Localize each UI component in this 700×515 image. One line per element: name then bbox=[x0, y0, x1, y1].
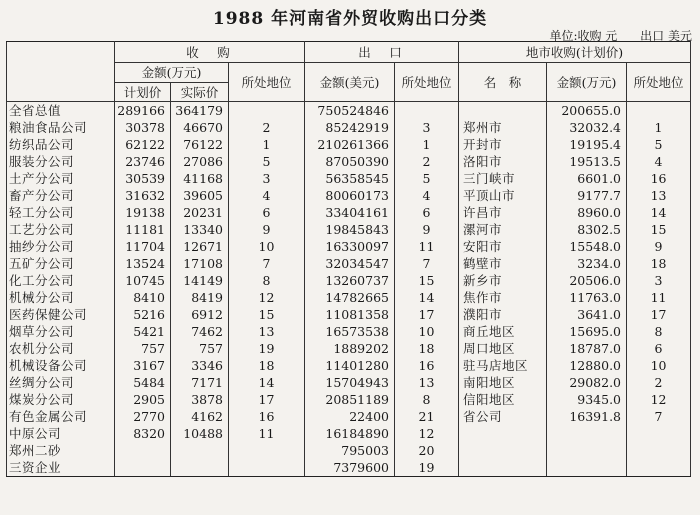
city-name bbox=[459, 102, 547, 120]
company-name: 化工分公司 bbox=[7, 272, 115, 289]
header-purchase-rank: 所处地位 bbox=[229, 63, 305, 102]
export-rank-value: 10 bbox=[395, 323, 459, 340]
company-name: 全省总值 bbox=[7, 102, 115, 120]
company-name: 五矿分公司 bbox=[7, 255, 115, 272]
actual-price-value: 13340 bbox=[171, 221, 229, 238]
actual-price-value: 17108 bbox=[171, 255, 229, 272]
export-rank-value: 4 bbox=[395, 187, 459, 204]
purchase-rank-value: 12 bbox=[229, 289, 305, 306]
purchase-rank-value: 8 bbox=[229, 272, 305, 289]
header-local-rank: 所处地位 bbox=[627, 63, 691, 102]
export-usd-value: 7379600 bbox=[305, 459, 395, 477]
city-amount-value: 32032.4 bbox=[547, 119, 627, 136]
table-row bbox=[7, 323, 691, 340]
export-rank-value: 8 bbox=[395, 391, 459, 408]
purchase-rank-value: 4 bbox=[229, 187, 305, 204]
export-usd-value: 210261366 bbox=[305, 136, 395, 153]
city-rank-value: 11 bbox=[627, 289, 691, 306]
export-usd-value: 20851189 bbox=[305, 391, 395, 408]
company-name: 轻工分公司 bbox=[7, 204, 115, 221]
plan-price-value: 62122 bbox=[115, 136, 171, 153]
city-name: 焦作市 bbox=[459, 289, 547, 306]
plan-price-value: 2770 bbox=[115, 408, 171, 425]
actual-price-value: 27086 bbox=[171, 153, 229, 170]
city-name: 周口地区 bbox=[459, 340, 547, 357]
city-amount-value: 11763.0 bbox=[547, 289, 627, 306]
city-rank-value bbox=[627, 102, 691, 120]
export-rank-value: 12 bbox=[395, 425, 459, 442]
table-row bbox=[7, 136, 691, 153]
city-rank-value: 4 bbox=[627, 153, 691, 170]
purchase-rank-value: 13 bbox=[229, 323, 305, 340]
city-amount-value: 200655.0 bbox=[547, 102, 627, 120]
actual-price-value bbox=[171, 442, 229, 459]
trade-table bbox=[6, 41, 691, 477]
purchase-rank-value: 3 bbox=[229, 170, 305, 187]
export-rank-value: 13 bbox=[395, 374, 459, 391]
company-name: 机械分公司 bbox=[7, 289, 115, 306]
export-rank-value: 11 bbox=[395, 238, 459, 255]
purchase-rank-value: 18 bbox=[229, 357, 305, 374]
export-rank-value: 6 bbox=[395, 204, 459, 221]
company-name: 机械设备公司 bbox=[7, 357, 115, 374]
purchase-rank-value: 5 bbox=[229, 153, 305, 170]
export-usd-value: 16330097 bbox=[305, 238, 395, 255]
header-export: 出 口 bbox=[305, 42, 459, 63]
export-usd-value: 750524846 bbox=[305, 102, 395, 120]
company-name: 煤炭分公司 bbox=[7, 391, 115, 408]
export-usd-value: 32034547 bbox=[305, 255, 395, 272]
export-usd-value: 22400 bbox=[305, 408, 395, 425]
table-row bbox=[7, 306, 691, 323]
city-amount-value: 6601.0 bbox=[547, 170, 627, 187]
table-title: 1988 年河南省外贸收购出口分类 bbox=[212, 9, 488, 29]
city-name: 三门峡市 bbox=[459, 170, 547, 187]
purchase-rank-value: 10 bbox=[229, 238, 305, 255]
actual-price-value: 4162 bbox=[171, 408, 229, 425]
city-rank-value bbox=[627, 442, 691, 459]
table-row bbox=[7, 459, 691, 477]
export-rank-value: 17 bbox=[395, 306, 459, 323]
city-amount-value: 29082.0 bbox=[547, 374, 627, 391]
city-name: 南阳地区 bbox=[459, 374, 547, 391]
city-amount-value: 19195.4 bbox=[547, 136, 627, 153]
table-row bbox=[7, 119, 691, 136]
export-rank-value: 20 bbox=[395, 442, 459, 459]
actual-price-value: 7462 bbox=[171, 323, 229, 340]
city-rank-value: 1 bbox=[627, 119, 691, 136]
export-rank-value: 5 bbox=[395, 170, 459, 187]
city-amount-value: 9177.7 bbox=[547, 187, 627, 204]
plan-price-value: 289166 bbox=[115, 102, 171, 120]
purchase-rank-value: 6 bbox=[229, 204, 305, 221]
purchase-rank-value: 17 bbox=[229, 391, 305, 408]
export-usd-value: 85242919 bbox=[305, 119, 395, 136]
city-name: 平顶山市 bbox=[459, 187, 547, 204]
export-usd-value: 1889202 bbox=[305, 340, 395, 357]
company-name: 中原公司 bbox=[7, 425, 115, 442]
export-rank-value: 2 bbox=[395, 153, 459, 170]
city-amount-value: 8960.0 bbox=[547, 204, 627, 221]
table-row bbox=[7, 357, 691, 374]
export-rank-value: 16 bbox=[395, 357, 459, 374]
export-usd-value: 80060173 bbox=[305, 187, 395, 204]
city-name: 濮阳市 bbox=[459, 306, 547, 323]
purchase-rank-value: 14 bbox=[229, 374, 305, 391]
actual-price-value: 7171 bbox=[171, 374, 229, 391]
table-row bbox=[7, 221, 691, 238]
plan-price-value: 2905 bbox=[115, 391, 171, 408]
purchase-rank-value: 16 bbox=[229, 408, 305, 425]
city-rank-value: 3 bbox=[627, 272, 691, 289]
purchase-rank-value: 19 bbox=[229, 340, 305, 357]
city-amount-value: 3641.0 bbox=[547, 306, 627, 323]
city-name: 新乡市 bbox=[459, 272, 547, 289]
export-usd-value: 16184890 bbox=[305, 425, 395, 442]
table-body bbox=[7, 102, 691, 477]
company-name: 农机分公司 bbox=[7, 340, 115, 357]
actual-price-value: 12671 bbox=[171, 238, 229, 255]
company-name: 三资企业 bbox=[7, 459, 115, 477]
header-local: 地市收购(计划价) bbox=[459, 42, 691, 63]
actual-price-value: 757 bbox=[171, 340, 229, 357]
export-rank-value: 9 bbox=[395, 221, 459, 238]
table-row bbox=[7, 204, 691, 221]
table-row bbox=[7, 442, 691, 459]
city-name: 漯河市 bbox=[459, 221, 547, 238]
city-name: 开封市 bbox=[459, 136, 547, 153]
plan-price-value: 11704 bbox=[115, 238, 171, 255]
export-usd-value: 19845843 bbox=[305, 221, 395, 238]
plan-price-value: 3167 bbox=[115, 357, 171, 374]
actual-price-value: 8419 bbox=[171, 289, 229, 306]
export-usd-value: 16573538 bbox=[305, 323, 395, 340]
city-amount-value: 18787.0 bbox=[547, 340, 627, 357]
purchase-rank-value bbox=[229, 442, 305, 459]
city-amount-value: 8302.5 bbox=[547, 221, 627, 238]
header-name: 名 称 bbox=[459, 63, 547, 102]
purchase-rank-value: 7 bbox=[229, 255, 305, 272]
company-name: 粮油食品公司 bbox=[7, 119, 115, 136]
city-rank-value bbox=[627, 425, 691, 442]
export-rank-value: 15 bbox=[395, 272, 459, 289]
export-usd-value: 87050390 bbox=[305, 153, 395, 170]
company-name: 丝绸分公司 bbox=[7, 374, 115, 391]
city-name: 洛阳市 bbox=[459, 153, 547, 170]
city-amount-value: 15695.0 bbox=[547, 323, 627, 340]
city-amount-value: 3234.0 bbox=[547, 255, 627, 272]
plan-price-value: 5484 bbox=[115, 374, 171, 391]
actual-price-value: 10488 bbox=[171, 425, 229, 442]
city-rank-value: 17 bbox=[627, 306, 691, 323]
table-row bbox=[7, 391, 691, 408]
actual-price-value: 20231 bbox=[171, 204, 229, 221]
plan-price-value: 23746 bbox=[115, 153, 171, 170]
plan-price-value bbox=[115, 442, 171, 459]
actual-price-value: 364179 bbox=[171, 102, 229, 120]
city-name: 驻马店地区 bbox=[459, 357, 547, 374]
city-rank-value: 2 bbox=[627, 374, 691, 391]
actual-price-value: 3346 bbox=[171, 357, 229, 374]
table-row bbox=[7, 425, 691, 442]
company-name: 畜产分公司 bbox=[7, 187, 115, 204]
city-name bbox=[459, 442, 547, 459]
header-local-amount: 金额(万元) bbox=[547, 63, 627, 102]
export-usd-value: 56358545 bbox=[305, 170, 395, 187]
header-export-rank: 所处地位 bbox=[395, 63, 459, 102]
header-plan-price: 计划价 bbox=[115, 83, 171, 102]
purchase-rank-value: 2 bbox=[229, 119, 305, 136]
city-rank-value: 15 bbox=[627, 221, 691, 238]
export-rank-value: 7 bbox=[395, 255, 459, 272]
actual-price-value: 3878 bbox=[171, 391, 229, 408]
table-row bbox=[7, 374, 691, 391]
city-rank-value: 9 bbox=[627, 238, 691, 255]
plan-price-value: 5216 bbox=[115, 306, 171, 323]
plan-price-value: 30378 bbox=[115, 119, 171, 136]
actual-price-value: 46670 bbox=[171, 119, 229, 136]
company-name: 工艺分公司 bbox=[7, 221, 115, 238]
city-rank-value: 6 bbox=[627, 340, 691, 357]
export-usd-value: 14782665 bbox=[305, 289, 395, 306]
table-row bbox=[7, 340, 691, 357]
header-blank bbox=[7, 42, 115, 102]
city-name bbox=[459, 459, 547, 477]
export-rank-value: 18 bbox=[395, 340, 459, 357]
actual-price-value bbox=[171, 459, 229, 477]
city-rank-value: 16 bbox=[627, 170, 691, 187]
city-name: 信阳地区 bbox=[459, 391, 547, 408]
purchase-rank-value: 9 bbox=[229, 221, 305, 238]
company-name: 抽纱分公司 bbox=[7, 238, 115, 255]
export-rank-value bbox=[395, 102, 459, 120]
plan-price-value bbox=[115, 459, 171, 477]
table-row bbox=[7, 255, 691, 272]
purchase-rank-value: 15 bbox=[229, 306, 305, 323]
plan-price-value: 30539 bbox=[115, 170, 171, 187]
city-name bbox=[459, 425, 547, 442]
company-name: 郑州二砂 bbox=[7, 442, 115, 459]
city-rank-value: 12 bbox=[627, 391, 691, 408]
city-amount-value bbox=[547, 459, 627, 477]
city-amount-value: 19513.5 bbox=[547, 153, 627, 170]
header-amount-wan: 金额(万元) bbox=[115, 63, 229, 83]
actual-price-value: 14149 bbox=[171, 272, 229, 289]
export-rank-value: 14 bbox=[395, 289, 459, 306]
city-amount-value bbox=[547, 442, 627, 459]
table-row bbox=[7, 170, 691, 187]
export-usd-value: 11081358 bbox=[305, 306, 395, 323]
company-name: 土产分公司 bbox=[7, 170, 115, 187]
plan-price-value: 8410 bbox=[115, 289, 171, 306]
plan-price-value: 19138 bbox=[115, 204, 171, 221]
export-rank-value: 3 bbox=[395, 119, 459, 136]
company-name: 服装分公司 bbox=[7, 153, 115, 170]
plan-price-value: 10745 bbox=[115, 272, 171, 289]
purchase-rank-value bbox=[229, 102, 305, 120]
export-rank-value: 19 bbox=[395, 459, 459, 477]
header-actual-price: 实际价 bbox=[171, 83, 229, 102]
export-rank-value: 21 bbox=[395, 408, 459, 425]
city-rank-value bbox=[627, 459, 691, 477]
city-name: 省公司 bbox=[459, 408, 547, 425]
actual-price-value: 39605 bbox=[171, 187, 229, 204]
export-usd-value: 11401280 bbox=[305, 357, 395, 374]
table-row bbox=[7, 102, 691, 120]
export-usd-value: 33404161 bbox=[305, 204, 395, 221]
plan-price-value: 13524 bbox=[115, 255, 171, 272]
city-name: 商丘地区 bbox=[459, 323, 547, 340]
city-rank-value: 14 bbox=[627, 204, 691, 221]
table-row bbox=[7, 408, 691, 425]
table-row bbox=[7, 187, 691, 204]
export-usd-value: 13260737 bbox=[305, 272, 395, 289]
plan-price-value: 31632 bbox=[115, 187, 171, 204]
plan-price-value: 11181 bbox=[115, 221, 171, 238]
city-rank-value: 8 bbox=[627, 323, 691, 340]
table-row bbox=[7, 153, 691, 170]
city-name: 鹤壁市 bbox=[459, 255, 547, 272]
export-rank-value: 1 bbox=[395, 136, 459, 153]
company-name: 烟草分公司 bbox=[7, 323, 115, 340]
city-amount-value: 20506.0 bbox=[547, 272, 627, 289]
unit-note: 单位:收购 元 出口 美元 bbox=[549, 29, 692, 43]
plan-price-value: 757 bbox=[115, 340, 171, 357]
city-amount-value: 16391.8 bbox=[547, 408, 627, 425]
city-rank-value: 13 bbox=[627, 187, 691, 204]
table-row bbox=[7, 238, 691, 255]
company-name: 医药保健公司 bbox=[7, 306, 115, 323]
city-amount-value: 9345.0 bbox=[547, 391, 627, 408]
plan-price-value: 5421 bbox=[115, 323, 171, 340]
city-amount-value bbox=[547, 425, 627, 442]
city-rank-value: 5 bbox=[627, 136, 691, 153]
city-name: 许昌市 bbox=[459, 204, 547, 221]
plan-price-value: 8320 bbox=[115, 425, 171, 442]
table-row bbox=[7, 289, 691, 306]
city-name: 郑州市 bbox=[459, 119, 547, 136]
city-rank-value: 10 bbox=[627, 357, 691, 374]
purchase-rank-value: 11 bbox=[229, 425, 305, 442]
company-name: 纺织品公司 bbox=[7, 136, 115, 153]
purchase-rank-value bbox=[229, 459, 305, 477]
actual-price-value: 6912 bbox=[171, 306, 229, 323]
actual-price-value: 76122 bbox=[171, 136, 229, 153]
export-usd-value: 795003 bbox=[305, 442, 395, 459]
city-amount-value: 12880.0 bbox=[547, 357, 627, 374]
city-rank-value: 18 bbox=[627, 255, 691, 272]
export-usd-value: 15704943 bbox=[305, 374, 395, 391]
city-name: 安阳市 bbox=[459, 238, 547, 255]
header-purchase: 收 购 bbox=[115, 42, 305, 63]
actual-price-value: 41168 bbox=[171, 170, 229, 187]
city-rank-value: 7 bbox=[627, 408, 691, 425]
city-amount-value: 15548.0 bbox=[547, 238, 627, 255]
company-name: 有色金属公司 bbox=[7, 408, 115, 425]
purchase-rank-value: 1 bbox=[229, 136, 305, 153]
header-amount-usd: 金额(美元) bbox=[305, 63, 395, 102]
table-row bbox=[7, 272, 691, 289]
